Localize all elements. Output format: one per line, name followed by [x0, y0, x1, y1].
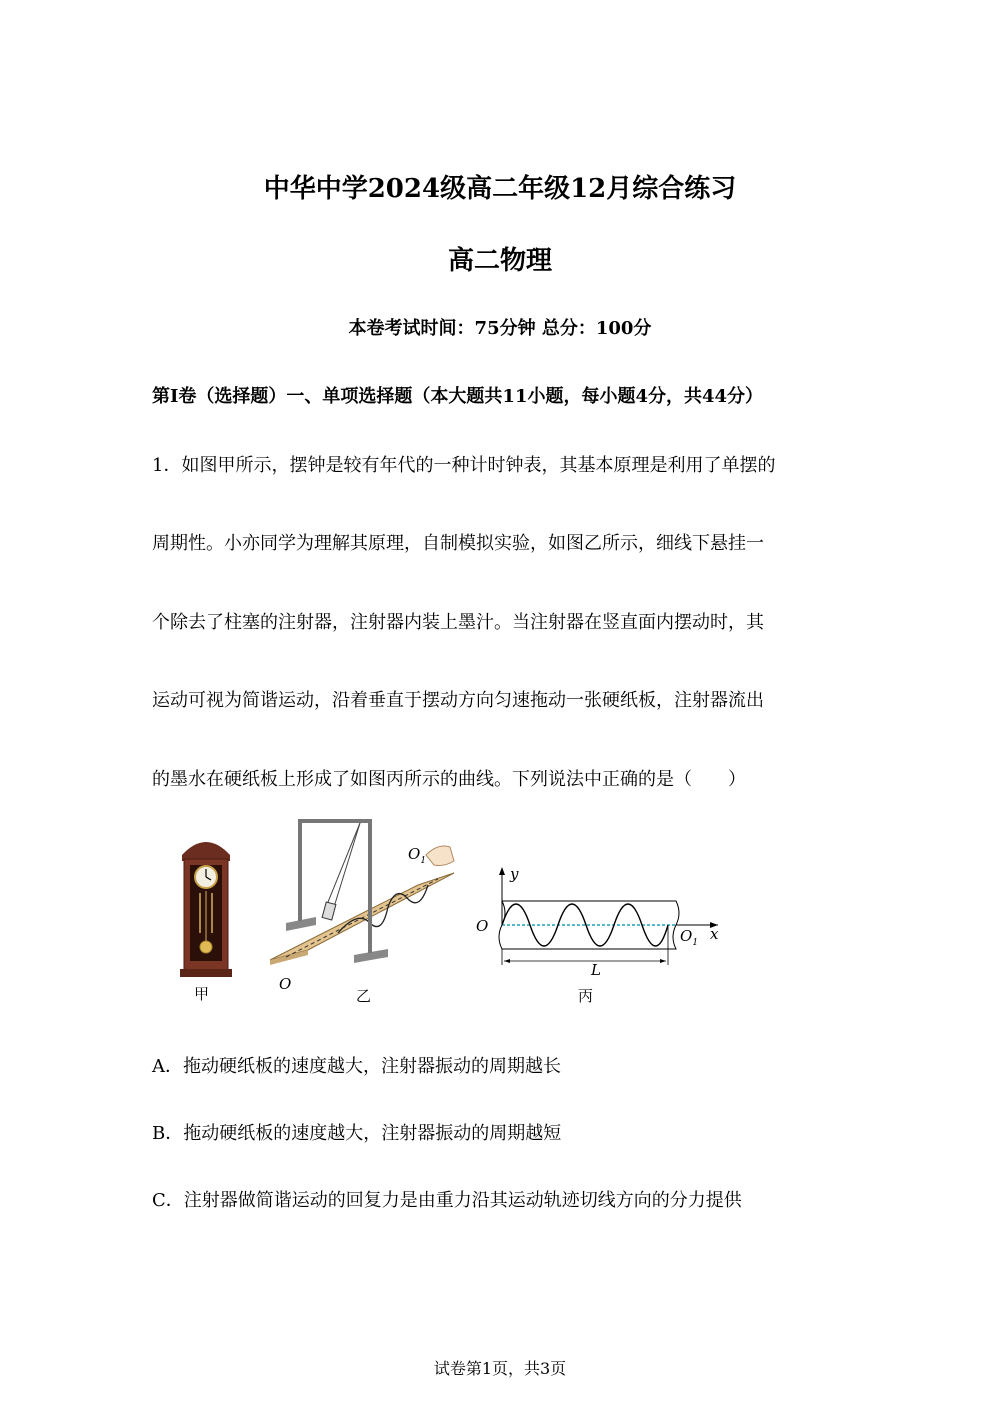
question-line: 个除去了柱塞的注射器，注射器内装上墨汁。当注射器在竖直面内摆动时，其	[152, 612, 764, 633]
question-line: 运动可视为简谐运动，沿着垂直于摆动方向匀速拖动一张硬纸板，注射器流出	[152, 690, 764, 711]
point-O1-left: $O_1$	[408, 845, 427, 866]
axis-x-label: x	[710, 925, 719, 943]
question-line: 1．如图甲所示，摆钟是较有年代的一种计时钟表，其基本原理是利用了单摆的	[152, 455, 776, 476]
question-line: 周期性。小亦同学为理解其原理，自制模拟实验，如图乙所示，细线下悬挂一	[152, 533, 764, 554]
exam-info: 本卷考试时间：75分钟 总分：100分	[348, 318, 652, 339]
option-c: C．注射器做简谐运动的回复力是由重力沿其运动轨迹切线方向的分力提供	[152, 1190, 742, 1211]
question-line: 的墨水在硬纸板上形成了如图丙所示的曲线。下列说法中正确的是（ ）	[152, 769, 746, 790]
figure-label-jia: 甲	[194, 985, 210, 1003]
page-footer: 试卷第1页，共3页	[433, 1359, 567, 1378]
figure-label-yi: 乙	[356, 987, 372, 1005]
option-b: B．拖动硬纸板的速度越大，注射器振动的周期越短	[152, 1123, 562, 1144]
syringe-pendulum-apparatus	[268, 815, 463, 975]
subject-title: 高二物理	[447, 246, 552, 276]
origin-O-label: O	[476, 917, 489, 935]
axis-y-label: y	[510, 865, 519, 883]
point-O1-right: $O_1$	[680, 927, 699, 948]
section-heading: 第I卷（选择题）一、单项选择题（本大题共11小题，每小题4分，共44分）	[152, 386, 764, 407]
pendulum-clock-illustration	[178, 833, 234, 978]
figure-label-bing: 丙	[578, 987, 594, 1005]
question-figure	[150, 815, 750, 1010]
exam-title: 中华中学2024级高二年级12月综合练习	[263, 174, 737, 204]
length-L-label: L	[591, 961, 601, 979]
option-a: A．拖动硬纸板的速度越大，注射器振动的周期越长	[152, 1056, 561, 1077]
point-O-left: O	[279, 975, 292, 993]
